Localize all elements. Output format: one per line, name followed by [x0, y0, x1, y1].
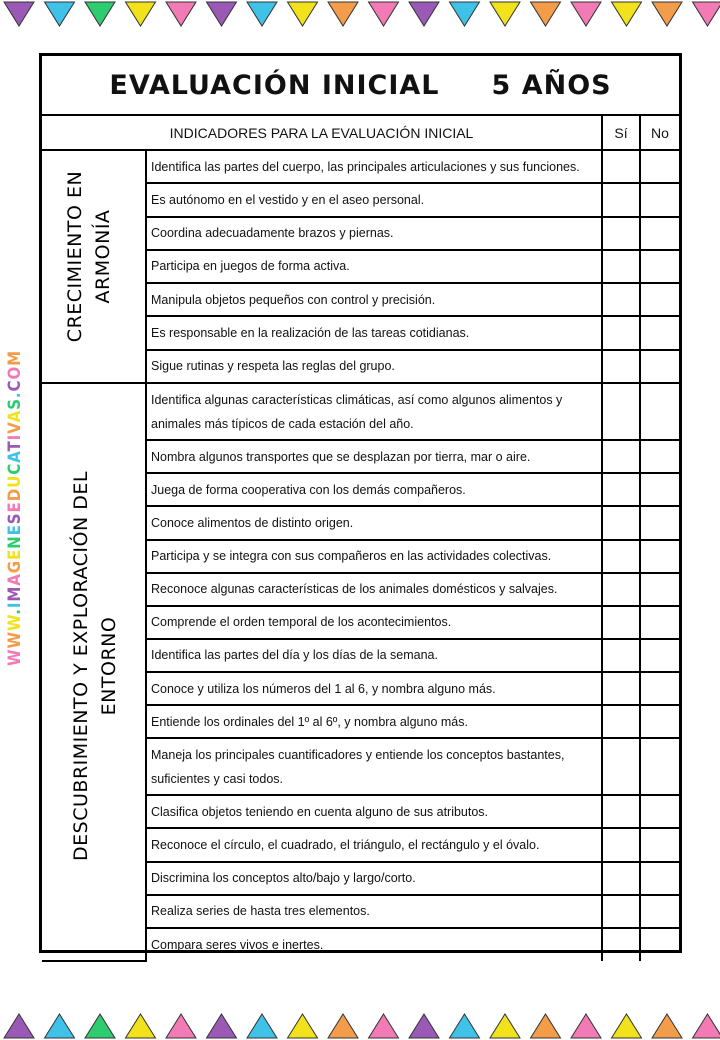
evaluation-sheet	[39, 53, 682, 953]
bunting-flag	[85, 1014, 115, 1038]
bunting-flag	[531, 1014, 561, 1038]
yes-checkbox-cell[interactable]	[602, 150, 640, 183]
no-checkbox-cell[interactable]	[640, 473, 679, 506]
bunting-flag	[693, 2, 720, 26]
indicator-row	[42, 383, 679, 440]
bunting-flag	[207, 2, 237, 26]
indicator-text: Realiza series de hasta tres elementos.	[146, 895, 602, 928]
bunting-flag	[409, 1014, 439, 1038]
indicator-text: Reconoce algunas características de los animales domésticos y salvajes.	[146, 573, 602, 606]
yes-checkbox-cell[interactable]	[602, 672, 640, 705]
section-1-area-label	[42, 150, 146, 383]
indicator-text: Discrimina los conceptos alto/bajo y largo/corto.	[146, 862, 602, 895]
yes-checkbox-cell[interactable]	[602, 895, 640, 928]
no-checkbox-cell[interactable]	[640, 540, 679, 573]
yes-checkbox-cell[interactable]	[602, 705, 640, 738]
yes-checkbox-cell[interactable]	[602, 473, 640, 506]
section-2-area-label	[42, 383, 146, 961]
no-checkbox-cell[interactable]	[640, 928, 679, 961]
bunting-flag	[207, 1014, 237, 1038]
no-header: No	[640, 115, 679, 150]
indicator-text: Comprende el orden temporal de los acontecimientos.	[146, 606, 602, 639]
yes-checkbox-cell[interactable]	[602, 540, 640, 573]
title-age: 5 AÑOS	[491, 69, 612, 101]
title-main: EVALUACIÓN INICIAL	[109, 69, 440, 101]
yes-checkbox-cell[interactable]	[602, 795, 640, 828]
evaluation-table	[42, 56, 679, 962]
indicator-text: Sigue rutinas y respeta las reglas del grupo.	[146, 350, 602, 383]
bunting-flag	[85, 2, 115, 26]
yes-checkbox-cell[interactable]	[602, 283, 640, 316]
bunting-flag	[531, 2, 561, 26]
indicator-text: Maneja los principales cuantificadores y entiende los conceptos bastantes, suficientes y casi todos.	[146, 738, 602, 795]
bunting-flag	[409, 2, 439, 26]
yes-checkbox-cell[interactable]	[602, 383, 640, 440]
area-label-line: DESCUBRIMIENTO Y EXPLORACIÓN DEL	[70, 471, 92, 861]
yes-checkbox-cell[interactable]	[602, 573, 640, 606]
indicator-text: Es autónomo en el vestido y en el aseo personal.	[146, 183, 602, 216]
page-title	[42, 56, 679, 115]
bunting-flag	[490, 1014, 520, 1038]
area-label-line: CRECIMIENTO EN	[64, 170, 86, 343]
yes-checkbox-cell[interactable]	[602, 862, 640, 895]
no-checkbox-cell[interactable]	[640, 506, 679, 539]
yes-checkbox-cell[interactable]	[602, 639, 640, 672]
yes-checkbox-cell[interactable]	[602, 183, 640, 216]
bunting-flag	[652, 1014, 682, 1038]
indicator-text: Participa en juegos de forma activa.	[146, 250, 602, 283]
no-checkbox-cell[interactable]	[640, 738, 679, 795]
bunting-flag	[369, 1014, 399, 1038]
yes-checkbox-cell[interactable]	[602, 350, 640, 383]
bunting-flag	[328, 2, 358, 26]
yes-checkbox-cell[interactable]	[602, 316, 640, 349]
no-checkbox-cell[interactable]	[640, 440, 679, 473]
bunting-flag	[4, 2, 34, 26]
no-checkbox-cell[interactable]	[640, 672, 679, 705]
indicator-text: Identifica las partes del cuerpo, las principales articulaciones y sus funciones.	[146, 150, 602, 183]
bunting-flag	[612, 2, 642, 26]
side-website-watermark	[2, 348, 26, 668]
indicator-text: Compara seres vivos e inertes.	[146, 928, 602, 961]
no-checkbox-cell[interactable]	[640, 183, 679, 216]
area-label-rotated	[42, 151, 144, 382]
indicators-header: INDICADORES PARA LA EVALUACIÓN INICIAL	[42, 115, 602, 150]
bunting-flag	[45, 2, 75, 26]
bunting-flag	[490, 2, 520, 26]
no-checkbox-cell[interactable]	[640, 895, 679, 928]
indicator-text: Conoce alimentos de distinto origen.	[146, 506, 602, 539]
bunting-flag	[288, 2, 318, 26]
yes-checkbox-cell[interactable]	[602, 440, 640, 473]
bunting-flag	[652, 2, 682, 26]
area-label-rotated	[42, 384, 144, 960]
no-checkbox-cell[interactable]	[640, 383, 679, 440]
bunting-flag	[369, 2, 399, 26]
yes-header: Sí	[602, 115, 640, 150]
yes-checkbox-cell[interactable]	[602, 250, 640, 283]
bunting-flag	[450, 2, 480, 26]
indicator-text: Juega de forma cooperativa con los demás compañeros.	[146, 473, 602, 506]
no-checkbox-cell[interactable]	[640, 217, 679, 250]
no-checkbox-cell[interactable]	[640, 828, 679, 861]
indicator-text: Entiende los ordinales del 1º al 6º, y nombra alguno más.	[146, 705, 602, 738]
indicator-text: Identifica algunas características climáticas, así como algunos alimentos y animales más típicos de cada estación del año.	[146, 383, 602, 440]
yes-checkbox-cell[interactable]	[602, 828, 640, 861]
bottom-bunting-decoration	[0, 1010, 720, 1040]
top-bunting-decoration	[0, 0, 720, 30]
indicator-text: Nombra algunos transportes que se desplazan por tierra, mar o aire.	[146, 440, 602, 473]
no-checkbox-cell[interactable]	[640, 250, 679, 283]
indicator-text: Reconoce el círculo, el cuadrado, el triángulo, el rectángulo y el óvalo.	[146, 828, 602, 861]
yes-checkbox-cell[interactable]	[602, 606, 640, 639]
bunting-flag	[571, 1014, 601, 1038]
indicator-text: Coordina adecuadamente brazos y piernas.	[146, 217, 602, 250]
no-checkbox-cell[interactable]	[640, 862, 679, 895]
indicator-text: Identifica las partes del día y los días de la semana.	[146, 639, 602, 672]
bunting-flag	[126, 1014, 156, 1038]
bunting-flag	[247, 2, 277, 26]
svg-text:WWW.IMAGENESEDUCATIVAS.COM: WWW.IMAGENESEDUCATIVAS.COM	[5, 348, 25, 666]
no-checkbox-cell[interactable]	[640, 705, 679, 738]
no-checkbox-cell[interactable]	[640, 606, 679, 639]
yes-checkbox-cell[interactable]	[602, 217, 640, 250]
bunting-flag	[450, 1014, 480, 1038]
bunting-flag	[288, 1014, 318, 1038]
bunting-flag	[4, 1014, 34, 1038]
indicator-text: Clasifica objetos teniendo en cuenta alguno de sus atributos.	[146, 795, 602, 828]
no-checkbox-cell[interactable]	[640, 283, 679, 316]
area-label-line: ENTORNO	[98, 616, 120, 716]
bunting-flag	[166, 2, 196, 26]
indicator-text: Es responsable en la realización de las tareas cotidianas.	[146, 316, 602, 349]
no-checkbox-cell[interactable]	[640, 150, 679, 183]
indicator-row	[42, 150, 679, 183]
bunting-flag	[126, 2, 156, 26]
yes-checkbox-cell[interactable]	[602, 738, 640, 795]
bunting-flag	[45, 1014, 75, 1038]
no-checkbox-cell[interactable]	[640, 316, 679, 349]
indicator-text: Participa y se integra con sus compañeros en las actividades colectivas.	[146, 540, 602, 573]
bunting-flag	[247, 1014, 277, 1038]
bunting-flag	[693, 1014, 720, 1038]
indicator-text: Manipula objetos pequeños con control y precisión.	[146, 283, 602, 316]
bunting-flag	[166, 1014, 196, 1038]
no-checkbox-cell[interactable]	[640, 639, 679, 672]
bunting-flag	[328, 1014, 358, 1038]
yes-checkbox-cell[interactable]	[602, 506, 640, 539]
no-checkbox-cell[interactable]	[640, 573, 679, 606]
no-checkbox-cell[interactable]	[640, 350, 679, 383]
bunting-flag	[571, 2, 601, 26]
no-checkbox-cell[interactable]	[640, 795, 679, 828]
indicator-text: Conoce y utiliza los números del 1 al 6, y nombra alguno más.	[146, 672, 602, 705]
yes-checkbox-cell[interactable]	[602, 928, 640, 961]
area-label-line: ARMONÍA	[92, 209, 114, 304]
bunting-flag	[612, 1014, 642, 1038]
